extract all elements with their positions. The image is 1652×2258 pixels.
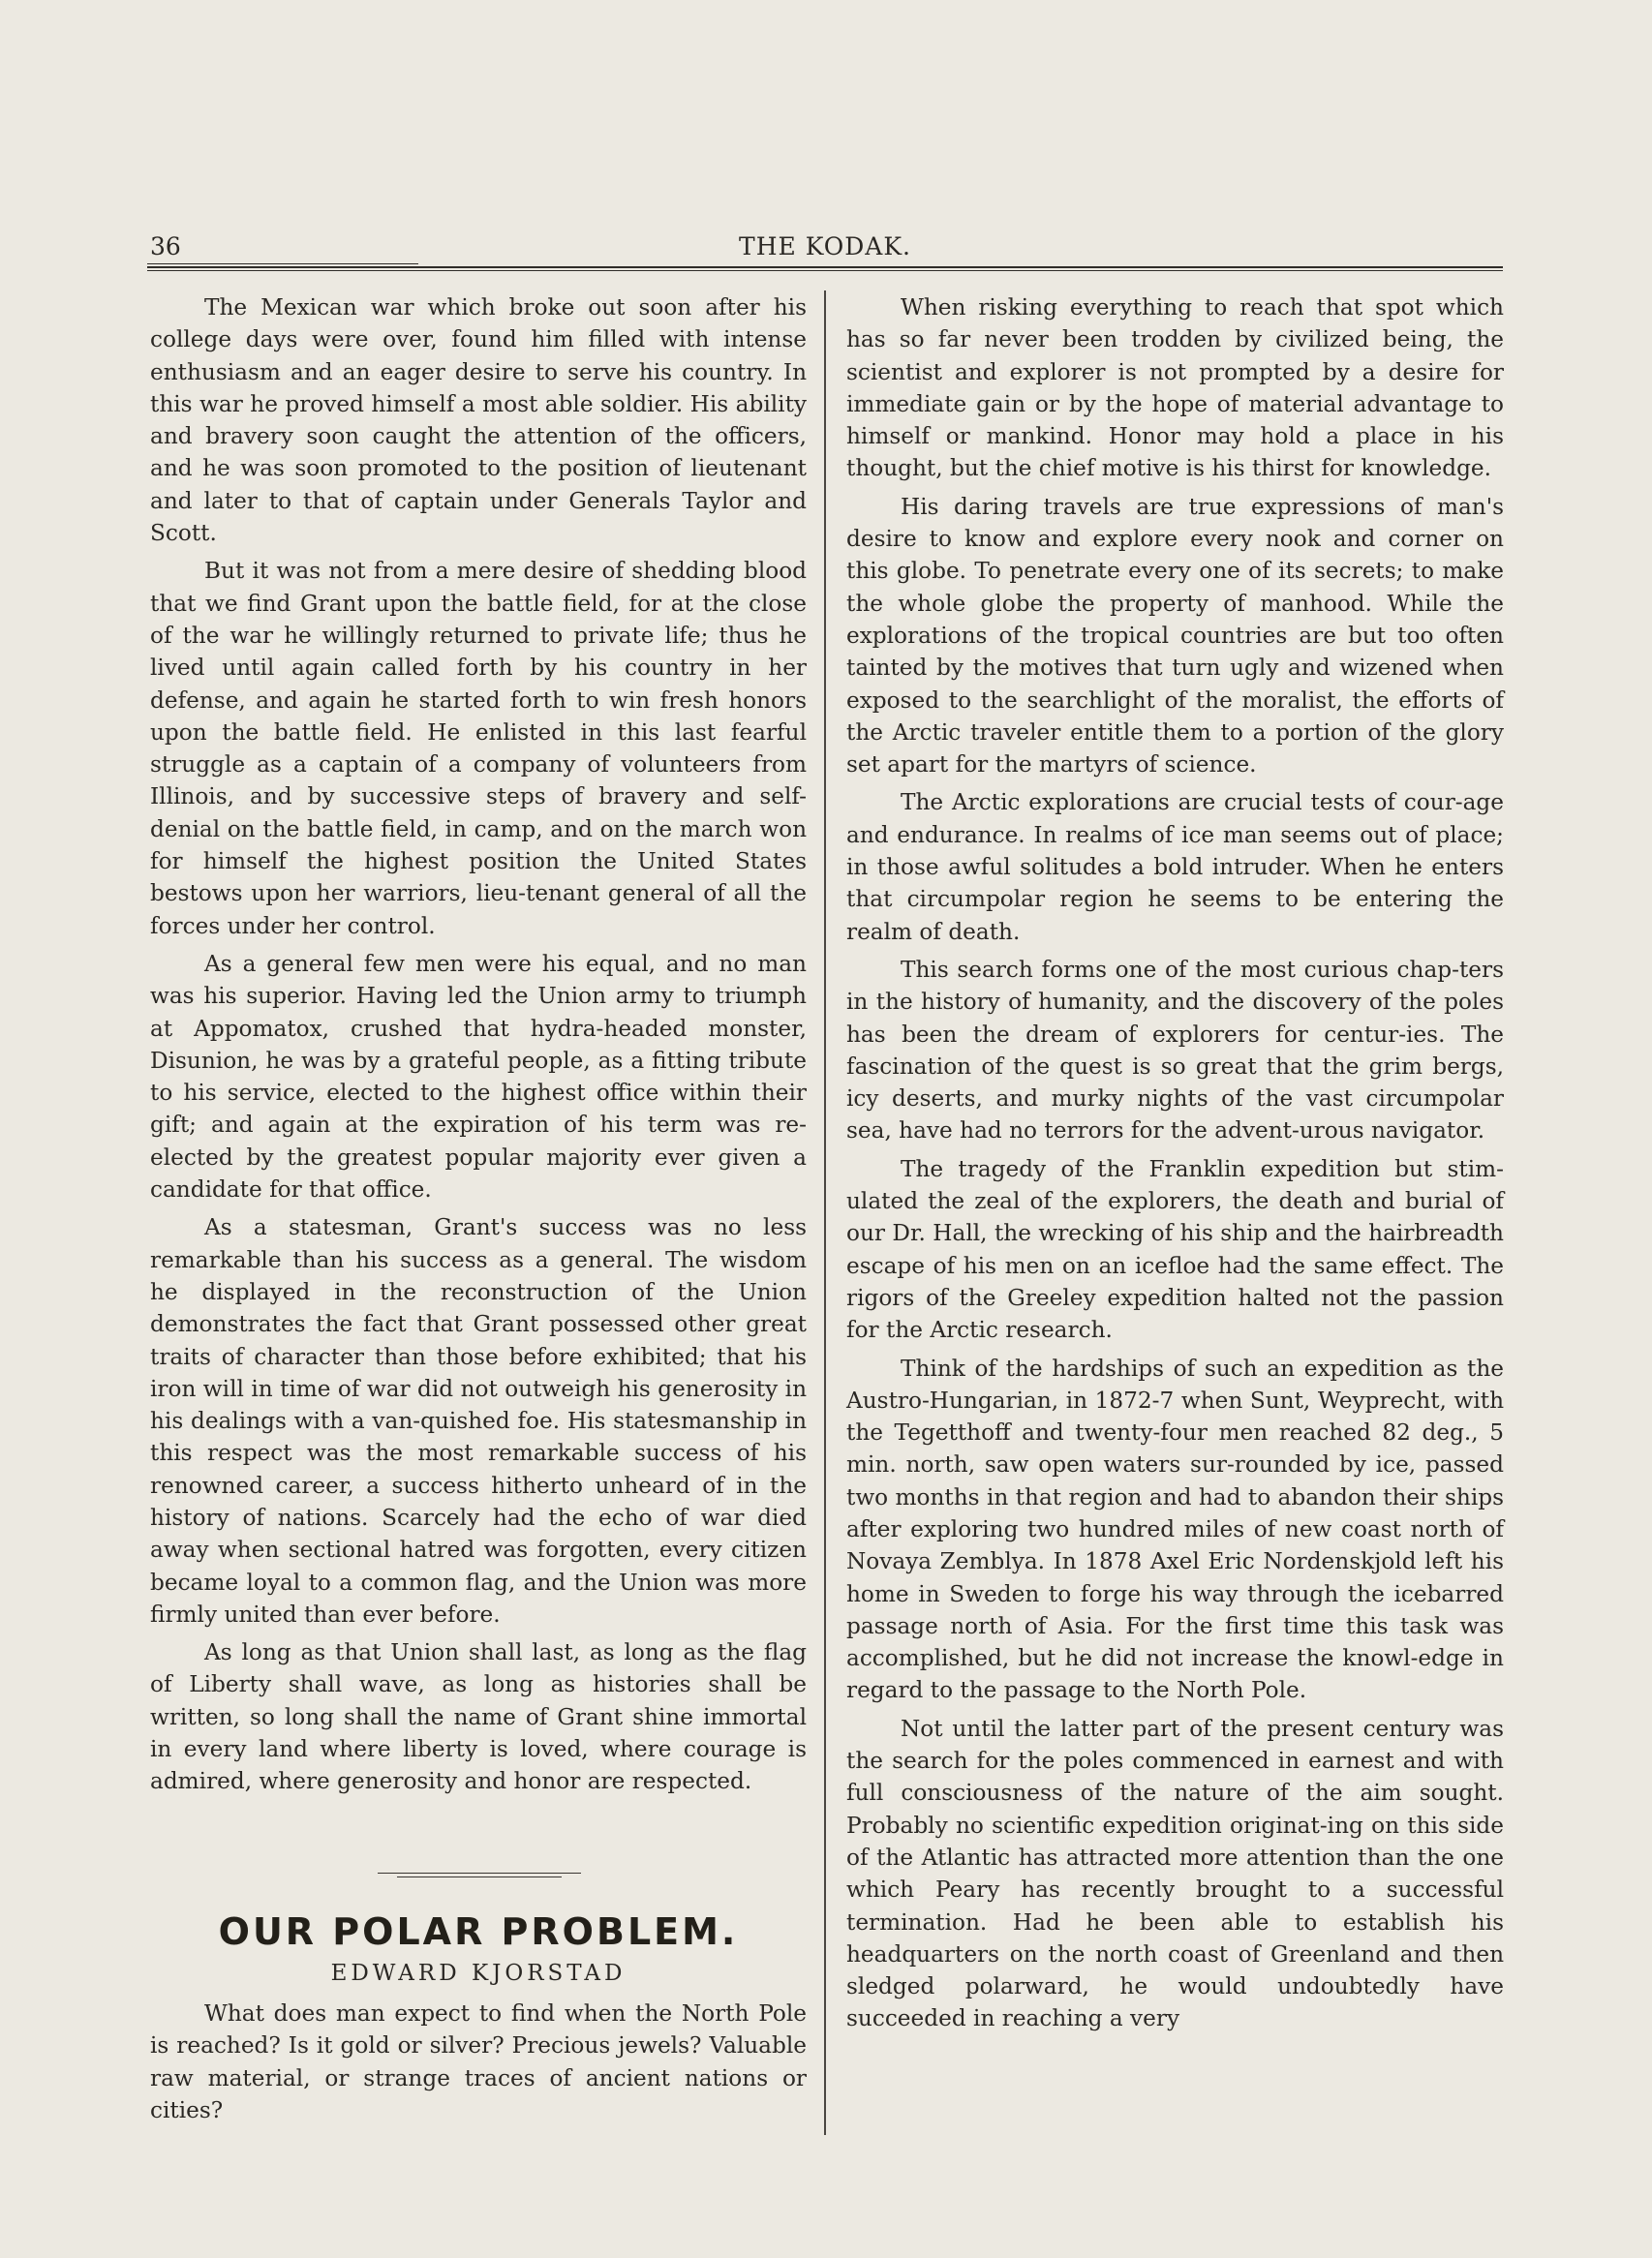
header-rule-thin bbox=[147, 270, 1503, 271]
paragraph: As a statesman, Grant's success was no less remarkable than his success as a general. The wisdom he displayed in the reconstruction of the Union demonstrates the fact that Grant possessed other great traits of character than those before exhibited; that his iron will in time of war did not outweigh his generosity in his dealings with a van-quished foe. His statesmanship in this respect was the most remarkable success of his renowned career, a success hitherto unheard of in the history of nations. Scarcely had the echo of war died away when sectional hatred was forgotten, every citizen became loyal to a common flag, and the Union was more firmly united than ever before. bbox=[150, 1214, 807, 1628]
article-opening bbox=[150, 1998, 807, 2132]
header-rule-short bbox=[147, 263, 418, 264]
column-divider bbox=[824, 290, 826, 2135]
paragraph: As a general few men were his equal, and no man was his superior. Having led the Union army to triumph at Appomatox, crushed that hydra-headed monster, Disunion, he was by a grateful people, as a fitting tribute to his service, elected to the highest office within their gift; and again at the expiration of his term was re-elected by the greatest popular majority ever given a candidate for that office. bbox=[150, 950, 807, 1204]
paragraph: His daring travels are true expressions of man's desire to know and explore every nook and corner on this globe. To penetrate every one of its secrets; to make the whole globe the property of manhood. While the explorations of the tropical countries are but too often tainted by the motives that turn ugly and wizened when exposed to the searchlight of the moralist, the efforts of the Arctic traveler entitle them to a portion of the glory set apart for the martyrs of science. bbox=[846, 493, 1504, 778]
paragraph: The Arctic explorations are crucial tests of cour-age and endurance. In realms of ice man seems out of place; in those awful solitudes a bold intruder. When he enters that circumpolar region he seems to be entering the realm of death. bbox=[846, 789, 1504, 945]
left-column bbox=[150, 291, 807, 1804]
article-heading: OUR POLAR PROBLEM. bbox=[218, 1910, 739, 1953]
paragraph: But it was not from a mere desire of shedding blood that we find Grant upon the battle field, for at the close of the war he willingly returned to private life; thus he lived until again called forth by his country in her defense, and again he started forth to win fresh honors upon the battle field. He enlisted in this last fearful struggle as a captain of a company of volunteers from Illinois, and by successive steps of bravery and self-denial on the battle field, in camp, and on the march won for himself the highest position the United States bestows upon her warriors, lieu-tenant general of all the forces under her control. bbox=[150, 558, 807, 939]
paragraph: Not until the latter part of the present century was the search for the poles commenced in earnest and with full consciousness of the nature of the aim sought. Probably no scientific expedition originat-ing on this side of the Atlantic has attracted more attention than the one which Peary has recently brought to a successful termination. Had he been able to establish his headquarters on the north coast of Greenland and then sledged polarward, he would undoubtedly have succeeded in reaching a very bbox=[846, 1715, 1504, 2032]
section-divider-ornament bbox=[378, 1873, 581, 1882]
paragraph: Think of the hardships of such an expedition as the Austro-Hungarian, in 1872-7 when Sunt, Weyprecht, with the Tegetthoff and twenty-four men reached 82 deg., 5 min. north, saw open waters sur-rounded by ice, passed two months in that region and had to abandon their ships after exploring two hundred miles of new coast north of Novaya Zemblya. In 1878 Axel Eric Nordenskjold left his home in Sweden to forge his way through the icebarred passage north of Asia. For the first time this task was accomplished, but he did not increase the knowl-edge in regard to the passage to the North Pole. bbox=[846, 1355, 1504, 1704]
right-column bbox=[846, 291, 1504, 2041]
paragraph: This search forms one of the most curious chap-ters in the history of humanity, and the discovery of the poles has been the dream of explorers for centur-ies. The fascination of the quest is so great that the grim bergs, icy deserts, and murky nights of the vast circumpolar sea, have had no terrors for the advent-urous navigator. bbox=[846, 956, 1504, 1144]
paragraph: The tragedy of the Franklin expedition but stim-ulated the zeal of the explorers, the death and burial of our Dr. Hall, the wrecking of his ship and the hairbreadth escape of his men on an icefloe had the same effect. The rigors of the Greeley expedition halted not the passion for the Arctic research. bbox=[846, 1155, 1504, 1344]
paragraph: As long as that Union shall last, as long as the flag of Liberty shall wave, as long as histories shall be written, so long shall the name of Grant shine immortal in every land where liberty is loved, where courage is admired, where generosity and honor are respected. bbox=[150, 1639, 807, 1795]
publication-title: THE KODAK. bbox=[739, 232, 911, 260]
page-header bbox=[147, 229, 1503, 267]
article-byline: EDWARD KJORSTAD bbox=[330, 1961, 627, 1986]
paragraph: The Mexican war which broke out soon after his college days were over, found him filled with intense enthusiasm and an eager desire to serve his country. In this war he proved himself a most able soldier. His ability and bravery soon caught the attention of the officers, and he was soon promoted to the position of lieutenant and later to that of captain under Generals Taylor and Scott. bbox=[150, 294, 807, 547]
paragraph: What does man expect to find when the North Pole is reached? Is it gold or silver? Precious jewels? Valuable raw material, or strange traces of ancient nations or cities? bbox=[150, 2000, 807, 2123]
page-number: 36 bbox=[150, 232, 181, 260]
header-rule-thick bbox=[147, 266, 1503, 268]
paragraph: When risking everything to reach that spot which has so far never been trodden by civilized being, the scientist and explorer is not prompted by a desire for immediate gain or by the hope of material advantage to himself or mankind. Honor may hold a place in his thought, but the chief motive is his thirst for knowledge. bbox=[846, 294, 1504, 482]
